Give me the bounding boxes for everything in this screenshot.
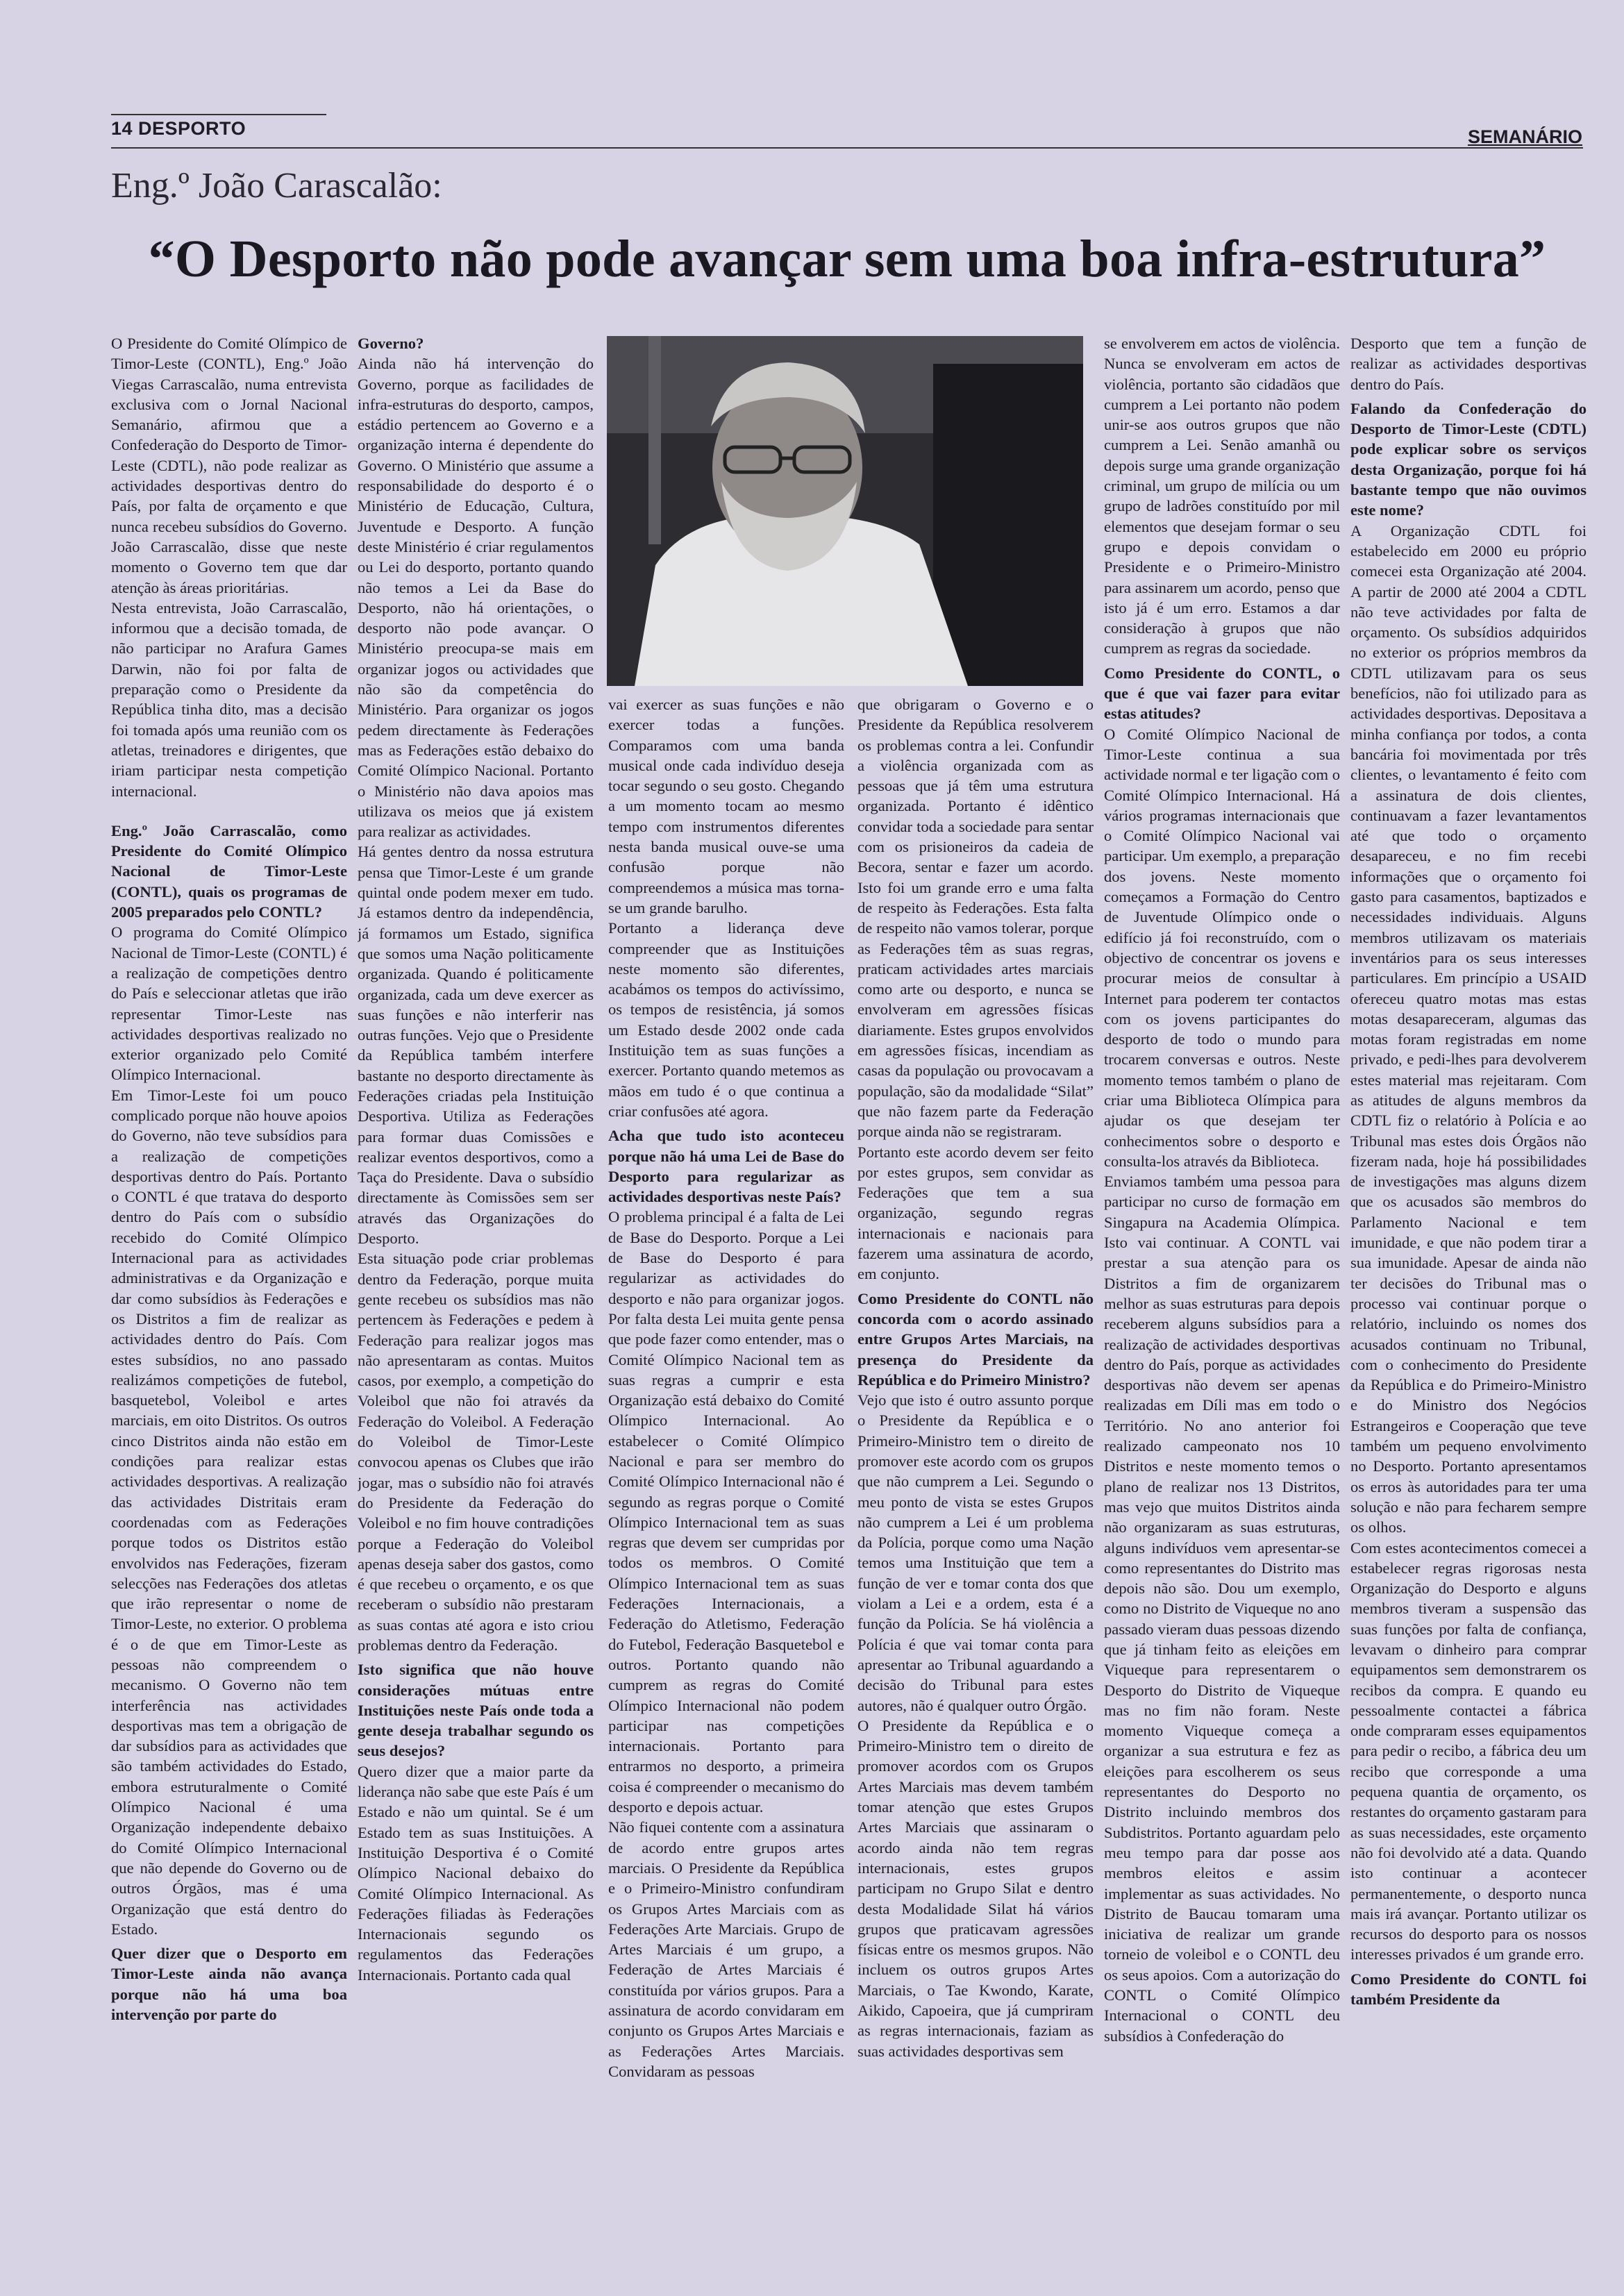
paragraph: Vejo que isto é outro assunto porque o Presidente da República e o Primeiro-Ministro tem o direito de promover este acordo com os grupos que não cumprem a Lei. Segundo o meu ponto de vista se estes Grupos não cumprem a Lei é um problema da Polícia, porque como uma Nação temos uma Instituição que tem a função de ver e tomar conta dos que violam a Lei e a ordem, esta é a função da Polícia. Se há violência a Polícia é que vai tomar conta para apresentar ao Tribunal aguardando a decisão do Tribunal para estes autores, não é qualquer outro Órgão.: [857, 1391, 1094, 1714]
paragraph: Portanto este acordo devem ser feito por estes grupos, sem convidar as Federações que tem a sua organização, segundo regras internacionais e nacionais para fazerem uma assinatura de acordo, em conjunto.: [857, 1143, 1094, 1283]
portrait-illustration: [607, 336, 1083, 686]
paragraph: A Organização CDTL foi estabelecido em 2000 eu próprio comecei esta Organização até 2004. A partir de 2000 até 2004 a CDTL não teve actividades por falta de orçamento. Os subsídios adquiridos no exterior os próprios membros da CDTL utilizavam para os seus benefícios, não foi utilizado para as actividades desportivas. Depositava a minha confiança por todos, a conta bancária foi movimentada por três clientes, o levantamento é feito com a assinatura de dois clientes, continuavam a fazer levantamentos até que todo o orçamento desapareceu, e no fim recebi informações que o orçamento foi gasto para casamentos, baptizados e necessidades individuais. Alguns membros utilizavam os materiais inventários para os seus interesses particulares. Em princípio a USAID ofereceu quatro motas mas estas motas desapareceram, algumas das motas foram registradas em nome privado, e pedi-lhes para devolverem estes material mas rejeitaram. Com as atitudes de alguns membros da CDTL fiz o relatório à Polícia e ao Tribunal mas estes dois Órgãos não fizeram nada, hoje há possibilidades de investigações mas alguns dizem que os acusados são membros do Parlamento Nacional e tem imunidade, e que não podem tirar a sua imunidade. Apesar de ainda não ter decisões do Tribunal mas o processo vai continuar porque o relatório, incluindo os nomes dos acusados continuam no Tribunal, com o conhecimento do Presidente da República e do Primeiro-Ministro e do Ministro dos Negócios Estrangeiros e Cooperação que teve também um pequeno envolvimento no Desporto. Portanto apresentamos os erros às autoridades para ter uma solução e não para fecharem sempre os olhos.: [1350, 521, 1587, 1536]
paragraph: Desporto que tem a função de realizar as actividades desportivas dentro do País.: [1350, 335, 1587, 393]
paragraph: Esta situação pode criar problemas dentro da Federação, porque muita gente recebeu os subsídios mas não pertencem às Federações e pedem à Federação para realizar jogos mas não apresentaram as contas. Muitos casos, por exemplo, a competição do Voleibol que não foi através da Federação do Voleibol. A Federação do Voleibol de Timor-Leste convocou apenas os Clubes que irão jogar, mas o subsídio não foi através do Presidente da Federação do Voleibol e no fim houve contradições porque a Federação do Voleibol apenas deseja saber dos gastos, como é que recebeu o orçamento, e os que receberam o subsídio não prestaram as suas contas até agora e isto criou problemas dentro da Federação.: [358, 1250, 594, 1654]
interview-question: Isto significa que não houve considerações mútuas entre Instituições neste País onde toda a gente deseja trabalhar segundo os seus desejos?: [358, 1661, 594, 1760]
article-column-4: [857, 694, 1094, 2249]
paragraph: O Comité Olímpico Nacional de Timor-Leste continua a sua actividade normal e ter ligação com o Comité Olímpico Internacional. Há vários programas internacionais que o Comité Olímpico Nacional vai participar. Um exemplo, a preparação dos jovens. Neste momento começamos a Formação do Centro de Juventude Olímpico onde o edifício já foi reconstruído, com o objectivo de concentrar os jovens e procurar meios de consultar à Internet para poderem ter contactos com os jovens participantes do desporto de todo o mundo para trocarem conversas e outros. Neste momento temos também o plano de criar uma Biblioteca Olímpica para ajudar os que desejam ter conhecimentos sobre o desporto e consulta-los através da Biblioteca.: [1104, 725, 1340, 1170]
article-column-2: [358, 333, 594, 2249]
interview-question: Acha que tudo isto aconteceu porque não há uma Lei de Base do Desporto para regularizar as actividades desportivas neste País?: [608, 1127, 844, 1206]
paragraph: vai exercer as suas funções e não exercer todas a funções. Comparamos com uma banda musical onde cada indivíduo deseja tocar segundo o seu gosto. Chegando a um momento tocam ao mesmo tempo com instrumentos diferentes nesta banda musical ouve-se uma confusão porque não compreendemos a música mas torna-se um grande barulho.: [608, 696, 844, 916]
portrait-photo: [607, 336, 1083, 686]
paragraph: Não fiquei contente com a assinatura de acordo entre grupos artes marciais. O Presidente da República e o Primeiro-Ministro confundiram os Grupos Artes Marciais com as Federações Arte Marciais. Grupo de Artes Marciais é um grupo, a Federação de Artes Marciais é constituída por vários grupos. Para a assinatura de acordo convidaram em conjunto os Grupos Artes Marciais e as Federações Artes Marciais. Convidaram as pessoas: [608, 1818, 844, 2080]
header-rule: [111, 147, 1583, 149]
paragraph: O Presidente do Comité Olímpico de Timor-Leste (CONTL), Eng.º João Viegas Carrascalão, numa entrevista exclusiva com o Jornal Nacional Semanário, afirmou que a Confederação do Desporto de Timor-Leste (CDTL), não pode realizar as actividades desportivas dentro do País, por falta de orçamento e que nunca recebeu subsídios do Governo. João Carrascalão, disse que neste momento o Governo tem que dar atenção às áreas prioritárias.: [111, 335, 347, 596]
interview-question: Como Presidente do CONTL não concorda com o acordo assinado entre Grupos Artes Marciais, na presença do Presidente da República e do Primeiro Ministro?: [857, 1289, 1094, 1389]
paragraph: se envolverem em actos de violência. Nunca se envolveram em actos de violência, portanto são cidadãos que cumprem a Lei portanto não podem unir-se aos outros grupos que não cumprem a Lei. Senão amanhã ou depois surge uma grande organização criminal, um grupo de milícia ou um grupo de ladrões constituído por mil elementos que desejam formar o seu grupo e depois convidam o Presidente e o Primeiro-Ministro para assinarem um acordo, penso que isto já é um erro. Estamos a dar consideração à grupos que não cumprem as regras da sociedade.: [1104, 335, 1340, 657]
article-column-5: [1104, 333, 1340, 2249]
interview-question: Quer dizer que o Desporto em Timor-Leste ainda não avança porque não há uma boa intervenção por parte do: [111, 1945, 347, 2024]
interview-question: Governo?: [358, 335, 424, 352]
paragraph: Em Timor-Leste foi um pouco complicado porque não houve apoios do Governo, não teve subsídios para a realização de competições desportivas dentro do País. Portanto o CONTL é que tratava do desporto dentro do País com o subsídio recebido do Comité Olímpico Internacional para as actividades administrativas e da Organização e dar como subsídios às Federações e os Distritos a fim de realizar as actividades dentro do País. Com estes subsídios, no ano passado realizámos competições de futebol, basquetebol, Voleibol e artes marciais, em oito Distritos. Os outros cinco Distritos ainda não estão em condições para realizar estas actividades desportivas. A realização das actividades Distritais eram coordenadas com as Federações porque todos os Distritos estão envolvidos nas Federações, fizeram selecções nas Federações dos atletas que irão representar o nome de Timor-Leste, no exterior. O problema é o de que em Timor-Leste as pessoas não compreendem o mecanismo. O Governo não tem interferência nas actividades desportivas mas tem a obrigação de dar subsídios para as actividades que são também actividades do Estado, embora estruturalmente o Comité Olímpico Nacional é uma Organização independente debaixo do Comité Olímpico Internacional que não depende do Governo ou de outros Órgãos, mas é uma Organização que está dentro do Estado.: [111, 1086, 347, 1938]
paragraph: O Presidente da República e o Primeiro-Ministro tem o direito de promover acordos com os Grupos Artes Marciais mas devem também tomar atenção que estes Grupos Artes Marciais que assinaram o acordo ainda não tem regras internacionais, estes grupos participam no Grupo Silat e dentro desta Modalidade Silat há vários grupos que praticavam agressões físicas entre os mesmos grupos. Não incluem os outros grupos Artes Marciais, o Tae Kwondo, Karate, Aikido, Capoeira, que já cumpriram as regras internacionais, faziam as suas actividades desportivas sem: [857, 1716, 1094, 2060]
paragraph: O programa do Comité Olímpico Nacional de Timor-Leste (CONTL) é a realização de competições dentro do País e seleccionar atletas que irão representar Timor-Leste nas actividades desportivas realizado no exterior organizado pelo Comité Olímpico Internacional.: [111, 923, 347, 1084]
section-label: 14 DESPORTO: [111, 118, 246, 139]
interview-question: Como Presidente do CONTL foi também Presidente da: [1350, 1970, 1587, 2009]
paragraph: Há gentes dentro da nossa estrutura pensa que Timor-Leste é um grande quintal onde podem mexer em tudo. Já estamos dentro da independência, já formamos um Estado, significa que somos uma Nação politicamente organizada. Quando é politicamente organizada, cada um deve exercer as suas funções e não interferir nas outras funções. Vejo que o Presidente da República também interfere bastante no desporto directamente às Federações criadas pela Instituição Desportiva. Utiliza as Federações para formar duas Comissões e realizar eventos desportivos, como a Taça do Presidente. Dava o subsídio directamente às Comissões sem ser através das Organizações do Desporto.: [358, 843, 594, 1248]
paragraph: Com estes acontecimentos comecei a estabelecer regras rigorosas nesta Organização do Desporto e alguns membros tiveram a suspensão das suas funções por falta de confiança, levavam o dinheiro para comprar equipamentos sem demonstrarem os recibos da compra. E quando eu pessoalmente contactei a fábrica onde compraram esses equipamentos para pedir o recibo, a fábrica deu um recibo que corresponde a uma pequena quantia de orçamento, os restantes do orçamento gastaram para as suas necessidades, este orçamento não foi devolvido até a data. Quando isto continuar a acontecer permanentemente, o desporto nunca mais irá avançar. Portanto utilizar os recursos do desporto para os nossos interesses privados é um grande erro.: [1350, 1539, 1587, 1963]
paragraph: Enviamos também uma pessoa para participar no curso de formação em Singapura na Academia Olímpica. Isto vai continuar. A CONTL vai prestar a sua atenção para os Distritos a fim de organizarem melhor as suas estruturas para depois receberem alguns subsídios para a realização de actividades desportivas dentro do País, porque as actividades desportivas não devem ser apenas realizadas em Díli mas em todo o Território. No ano anterior foi realizado campeonato nos 10 Distritos e neste momento temos o plano de realizar nos 13 Distritos, mas vejo que muitos Distritos ainda não organizaram as suas estruturas, alguns indivíduos vem apresentar-se como representantes do Distrito mas depois não são. Dou um exemplo, como no Distrito de Viqueque no ano passado vieram duas pessoas dizendo que já tinham feito as eleições em Viqueque para representarem o Desporto do Distrito de Viqueque mas no fim não foram. Neste momento Viqueque começa a organizar a sua estrutura e fez as eleições para escolherem os seus representantes do Desporto no Distrito incluindo membros dos Subdistritos. Portanto aguardam pelo meu tempo para dar posse aos membros eleitos e assim implementar as suas actividades. No Distrito de Baucau tomaram uma iniciativa de realizar um grande torneio de voleibol e o CONTL deu os seus apoios. Com a autorização do CONTL o Comité Olímpico Internacional o CONTL deu subsídios à Confederação do: [1104, 1173, 1340, 2045]
section-rule: [111, 114, 326, 115]
article-column-3: [608, 694, 844, 2249]
paragraph: Quero dizer que a maior parte da liderança não sabe que este País é um Estado e não um quintal. Se é um Estado tem as suas Instituições. A Instituição Desportiva é o Comité Olímpico Nacional debaixo do Comité Olímpico Internacional. As Federações filiadas às Federações Internacionais segundo os regulamentos das Federações Internacionais. Portanto cada qual: [358, 1762, 594, 1984]
article-kicker: Eng.º João Carascalão:: [111, 166, 442, 206]
article-headline: “O Desporto não pode avançar sem uma boa infra-estrutura”: [148, 230, 1546, 288]
paragraph: Nesta entrevista, João Carrascalão, informou que a decisão tomada, de não participar no Arafura Games Darwin, não foi por falta de preparação como o Presidente da República tinha dito, mas a decisão foi tomada após uma reunião com os atletas, treinadores e dirigentes, que iriam participar nesta competição internacional.: [111, 598, 347, 800]
interview-question: Eng.º João Carrascalão, como Presidente do Comité Olímpico Nacional de Timor-Leste (CONTL), quais os programas de 2005 preparados pelo CONTL?: [111, 821, 347, 921]
paragraph: que obrigaram o Governo e o Presidente da República resolverem os problemas contra a lei. Confundir a violência organizada com as pessoas que já têm uma estrutura organizada. Portanto é idêntico convidar toda a sociedade para sentar com os prisioneiros da cadeia de Becora, sentar e fazer um acordo. Isto foi um grande erro e uma falta de respeito às Federações. Esta falta de respeito não vamos tolerar, porque as Federações têm as suas regras, praticam actividades artes marciais como arte ou desporto, e nunca se envolveram em agressões físicas diariamente. Estes grupos envolvidos em agressões físicas, incendiam as casas da população ou provocavam a população, são da modalidade “Silat” que não fazem parte da Federação porque ainda não se registraram.: [857, 696, 1094, 1141]
article-column-1: [111, 333, 347, 2243]
publication-name: SEMANÁRIO: [1467, 126, 1582, 147]
interview-question: Como Presidente do CONTL, o que é que vai fazer para evitar estas atitudes?: [1104, 664, 1340, 723]
interview-question: Falando da Confederação do Desporto de Timor-Leste (CDTL) pode explicar sobre os serviços desta Organização, porque foi há bastante tempo que não ouvimos este nome?: [1350, 399, 1587, 519]
paragraph: Ainda não há intervenção do Governo, porque as facilidades de infra-estruturas do desporto, campos, estádio pertencem ao Governo e a organização interna é dependente do Governo. O Ministério que assume a responsabilidade do desporto é o Ministério de Educação, Cultura, Juventude e Desporto. A função deste Ministério é criar regulamentos ou Lei do desporto, portanto quando não temos a Lei da Base do Desporto, não há orientações, o desporto não pode avançar. O Ministério preocupa-se mais em organizar jogos ou actividades que não são da competência do Ministério. Para organizar os jogos pedem directamente às Federações mas as Federações estão debaixo do Comité Olímpico Nacional. Portanto o Ministério não dava apoios mas utilizava os meios que já existem para realizar as actividades.: [358, 355, 594, 841]
article-column-6: [1350, 333, 1587, 2249]
paragraph: O problema principal é a falta de Lei de Base do Desporto. Porque a Lei de Base do Desporto é para regularizar as actividades do desporto e não para organizar jogos. Por falta desta Lei muita gente pensa que pode fazer como entender, mas o Comité Olímpico Nacional tem as suas regras a cumprir e esta Organização está debaixo do Comité Olímpico Internacional. Ao estabelecer o Comité Olímpico Nacional e para ser membro do Comité Olímpico Internacional não é segundo as regras porque o Comité Olímpico Internacional tem as suas regras que devem ser cumpridas por todos os membros. O Comité Olímpico Internacional tem as suas Federações Internacionais, a Federação do Atletismo, Federação do Futebol, Federação Basquetebol e outros. Portanto quando não cumprem as regras do Comité Olímpico Internacional não podem participar nas competições internacionais. Portanto para entrarmos no desporto, a primeira coisa é compreender o mecanismo do desporto e depois actuar.: [608, 1208, 844, 1816]
paragraph: Portanto a liderança deve compreender que as Instituições neste momento são diferentes, acabámos os tempos do activíssimo, os tempos de resistência, já somos um Estado desde 2002 onde cada Instituição tem as suas funções a exercer. Portanto quando metemos as mãos em tudo é o que continua a criar confusões até agora.: [608, 919, 844, 1120]
